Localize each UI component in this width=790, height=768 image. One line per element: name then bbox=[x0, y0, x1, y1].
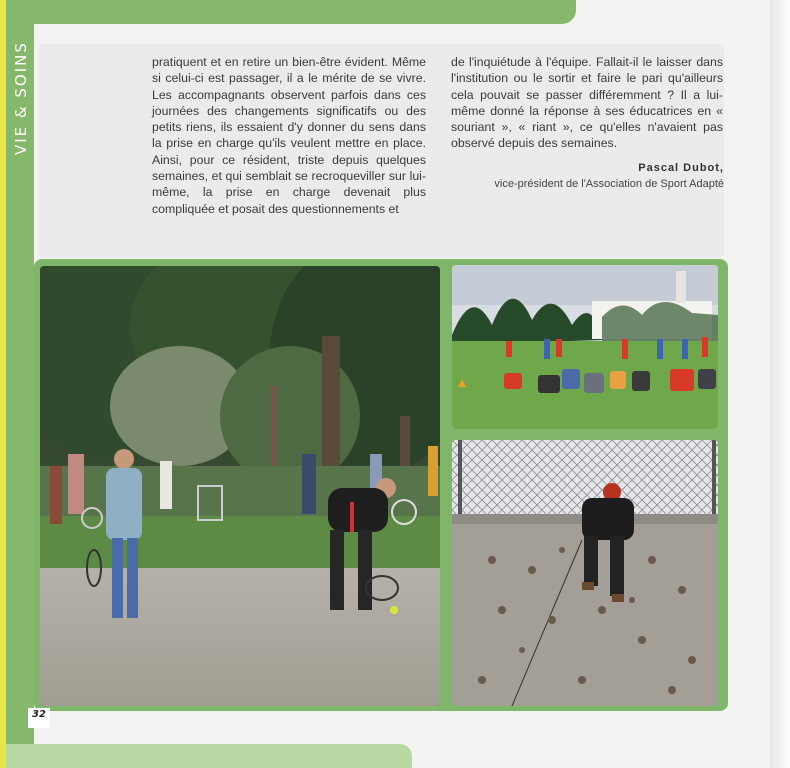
page-number: 32 bbox=[32, 709, 46, 720]
climbing-wall-photo bbox=[452, 440, 718, 706]
green-top-band bbox=[6, 0, 576, 24]
article-column-left: pratiquent et en retire un bien-être évident. Même si celui-ci est passager, il a le mérite de se vivre. Les accompagnants observent parfois dans ces journées des changements significatifs ou des petits riens, ils essaient d'y donner du sens dans la prise en charge qu'ils veulent mettre en place. Ainsi, pour ce résident, triste depuis quelques semaines, et qui semblait se recroqueviller sur lui-même, la prise en charge devenait plus compliquée et posait des questionnements et bbox=[152, 55, 426, 216]
section-label: VIE & SOINS bbox=[12, 41, 30, 155]
page-gutter-shadow bbox=[770, 0, 790, 768]
article-column-right: de l'inquiétude à l'équipe. Fallait-il le laisser dans l'institution ou le sortir et faire le pari qu'ailleurs cela pouvait se passer différemment ? Il a lui-même donné la réponse à ses éducatrices en « souriant », « riant », ce qu'elles n'avaient pas observé depuis des semaines. bbox=[451, 55, 723, 151]
field-group-photo bbox=[452, 265, 718, 429]
tennis-photo bbox=[40, 266, 440, 706]
green-bottom-band bbox=[6, 744, 412, 768]
article-author-role: vice-président de l'Association de Sport Adapté bbox=[494, 178, 724, 190]
article-author: Pascal Dubot, bbox=[638, 162, 724, 174]
